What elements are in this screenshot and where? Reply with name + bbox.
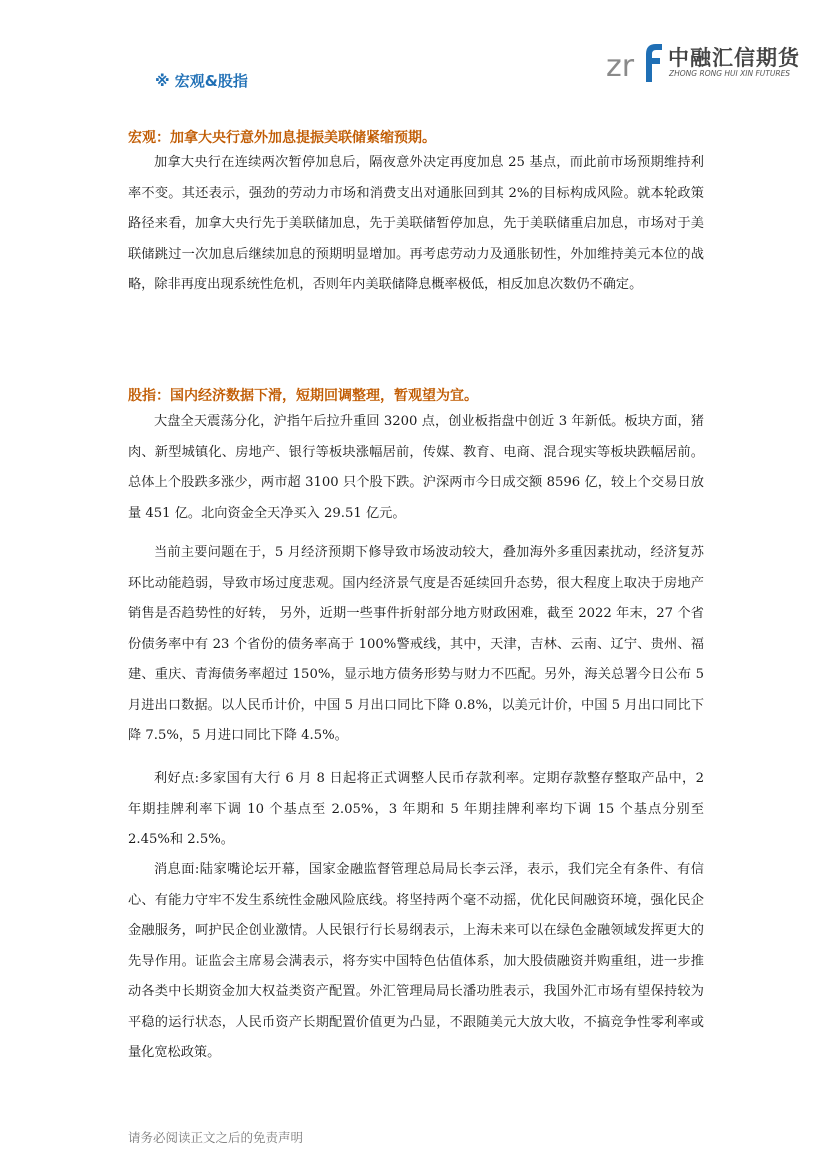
- index-paragraph-4: 消息面:陆家嘴论坛开幕，国家金融监督管理总局局长李云泽，表示，我们完全有条件、有信心、有能力守牢不发生系统性金融风险底线。将坚持两个毫不动摇，优化民间融资环境，强化民企金融服务，呵护民企创业激情。人民银行行长易纲表示，上海未来可以在绿色金融领域发挥更大的先导作用。证监会主席易会满表示，将夯实中国特色估值体系，加大股债融资并购重组，进一步推动各类中长期资金加大权益类资产配置。外汇管理局局长潘功胜表示，我国外汇市场有望保持较为平稳的运行状态，人民币资产长期配置价值更为凸显，不跟随美元大放大收，不搞竞争性零利率或量化宽松政策。: [128, 862, 704, 1060]
- svg-text:zr: zr: [606, 49, 635, 84]
- logo-english-name: ZHONG RONG HUI XIN FUTURES: [669, 69, 791, 78]
- logo-chinese-name: 中融汇信期货: [668, 46, 800, 70]
- section-title: ※ 宏观&股指: [155, 72, 248, 90]
- zrf-logo-icon: [606, 40, 664, 84]
- macro-heading: 宏观：加拿大央行意外加息提振美联储紧缩预期。: [128, 130, 436, 146]
- index-paragraph-2: 当前主要问题在于，5 月经济预期下修导致市场波动较大，叠加海外多重因素扰动，经济复苏环比动能趋弱，导致市场过度悲观。国内经济景气度是否延续回升态势，很大程度上取决于房地产销售是否趋势性的好转， 另外，近期一些事件折射部分地方财政困难，截至 2022 年末，27 个省份债务率中有 23 个省份的债务率高于 100%警戒线，其中，天津，吉林、云南、辽宁、贵州、福建、重庆、青海债务率超过 150%，显示地方债务形势与财力不匹配。另外，海关总署今日公布 5 月进出口数据。以人民币计价，中国 5 月出口同比下降 0.8%，以美元计价，中国 5 月出口同比下降 7.5%，5 月进口同比下降 4.5%。: [128, 545, 704, 743]
- index-paragraph-3: 利好点:多家国有大行 6 月 8 日起将正式调整人民币存款利率。定期存款整存整取产品中，2 年期挂牌利率下调 10 个基点至 2.05%，3 年期和 5 年期挂牌利率均下调 15 个基点分别至 2.45%和 2.5%。: [128, 771, 704, 847]
- company-logo: [606, 40, 800, 84]
- index-heading: 股指：国内经济数据下滑，短期回调整理，暂观望为宜。: [128, 388, 478, 404]
- disclaimer-footer: 请务必阅读正文之后的免责声明: [128, 1130, 304, 1145]
- macro-paragraph: 加拿大央行在连续两次暂停加息后，隔夜意外决定再度加息 25 基点，而此前市场预期维持利率不变。其还表示，强劲的劳动力市场和消费支出对通胀回到其 2%的目标构成风险。就本轮政策路径来看，加拿大央行先于美联储加息，先于美联储暂停加息，先于美联储重启加息，市场对于美联储跳过一次加息后继续加息的预期明显增加。再考虑劳动力及通胀韧性，外加维持美元本位的战略，除非再度出现系统性危机，否则年内美联储降息概率极低，相反加息次数仍不确定。: [128, 155, 704, 292]
- index-paragraph-1: 大盘全天震荡分化，沪指午后拉升重回 3200 点，创业板指盘中创近 3 年新低。板块方面，猪肉、新型城镇化、房地产、银行等板块涨幅居前，传媒、教育、电商、混合现实等板块跌幅居前。总体上个股跌多涨少，两市超 3100 只个股下跌。沪深两市今日成交额 8596 亿，较上个交易日放量 451 亿。北向资金全天净买入 29.51 亿元。: [128, 414, 704, 521]
